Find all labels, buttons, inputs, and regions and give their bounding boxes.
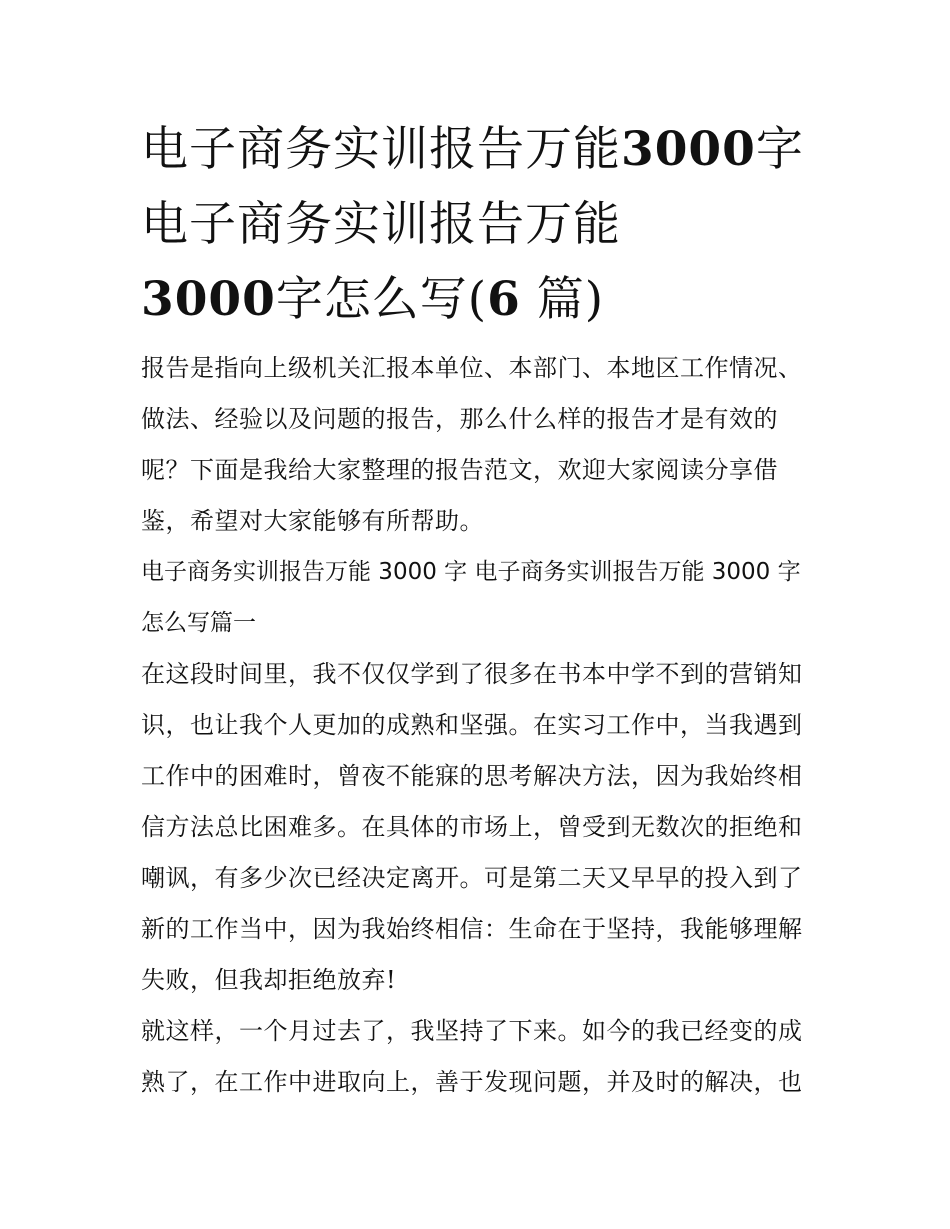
title-number-2: 3000 — [141, 272, 276, 327]
section-heading: 电子商务实训报告万能 3000 字 电子商务实训报告万能 3000 字怎么写篇一 — [141, 559, 801, 636]
title-text-4: 篇) — [520, 272, 605, 327]
document-title — [141, 112, 813, 337]
title-text-2: 字 电子商务实训报告万能 — [141, 122, 804, 252]
intro-paragraph: 报告是指向上级机关汇报本单位、本部门、本地区工作情况、做法、经验以及问题的报告，那么什么样的报告才是有效的呢？下面是我给大家整理的报告范文，欢迎大家阅读分享借鉴，希望对大家能够有所帮助。 — [141, 354, 803, 535]
title-text-1: 电子商务实训报告万能 — [141, 122, 621, 177]
body-paragraph-1: 在这段时间里，我不仅仅学到了很多在书本中学不到的营销知识，也让我个人更加的成熟和坚强。在实习工作中，当我遇到工作中的困难时，曾夜不能寐的思考解决方法，因为我始终相信方法总比困难多。在具体的市场上，曾受到无数次的拒绝和嘲讽，有多少次已经决定离开。可是第二天又早早的投入到了新的工作当中，因为我始终相信：生命在于坚持，我能够理解失败，但我却拒绝放弃! — [141, 660, 803, 994]
body-paragraph-2: 就这样，一个月过去了，我坚持了下来。如今的我已经变的成熟了，在工作中进取向上，善于发现问题，并及时的解决，也 — [141, 1017, 803, 1096]
document-content — [141, 112, 813, 1108]
title-number-3: 6 — [487, 272, 521, 327]
title-text-3: 字怎么写( — [275, 272, 488, 327]
title-number-1: 3000 — [621, 122, 756, 177]
